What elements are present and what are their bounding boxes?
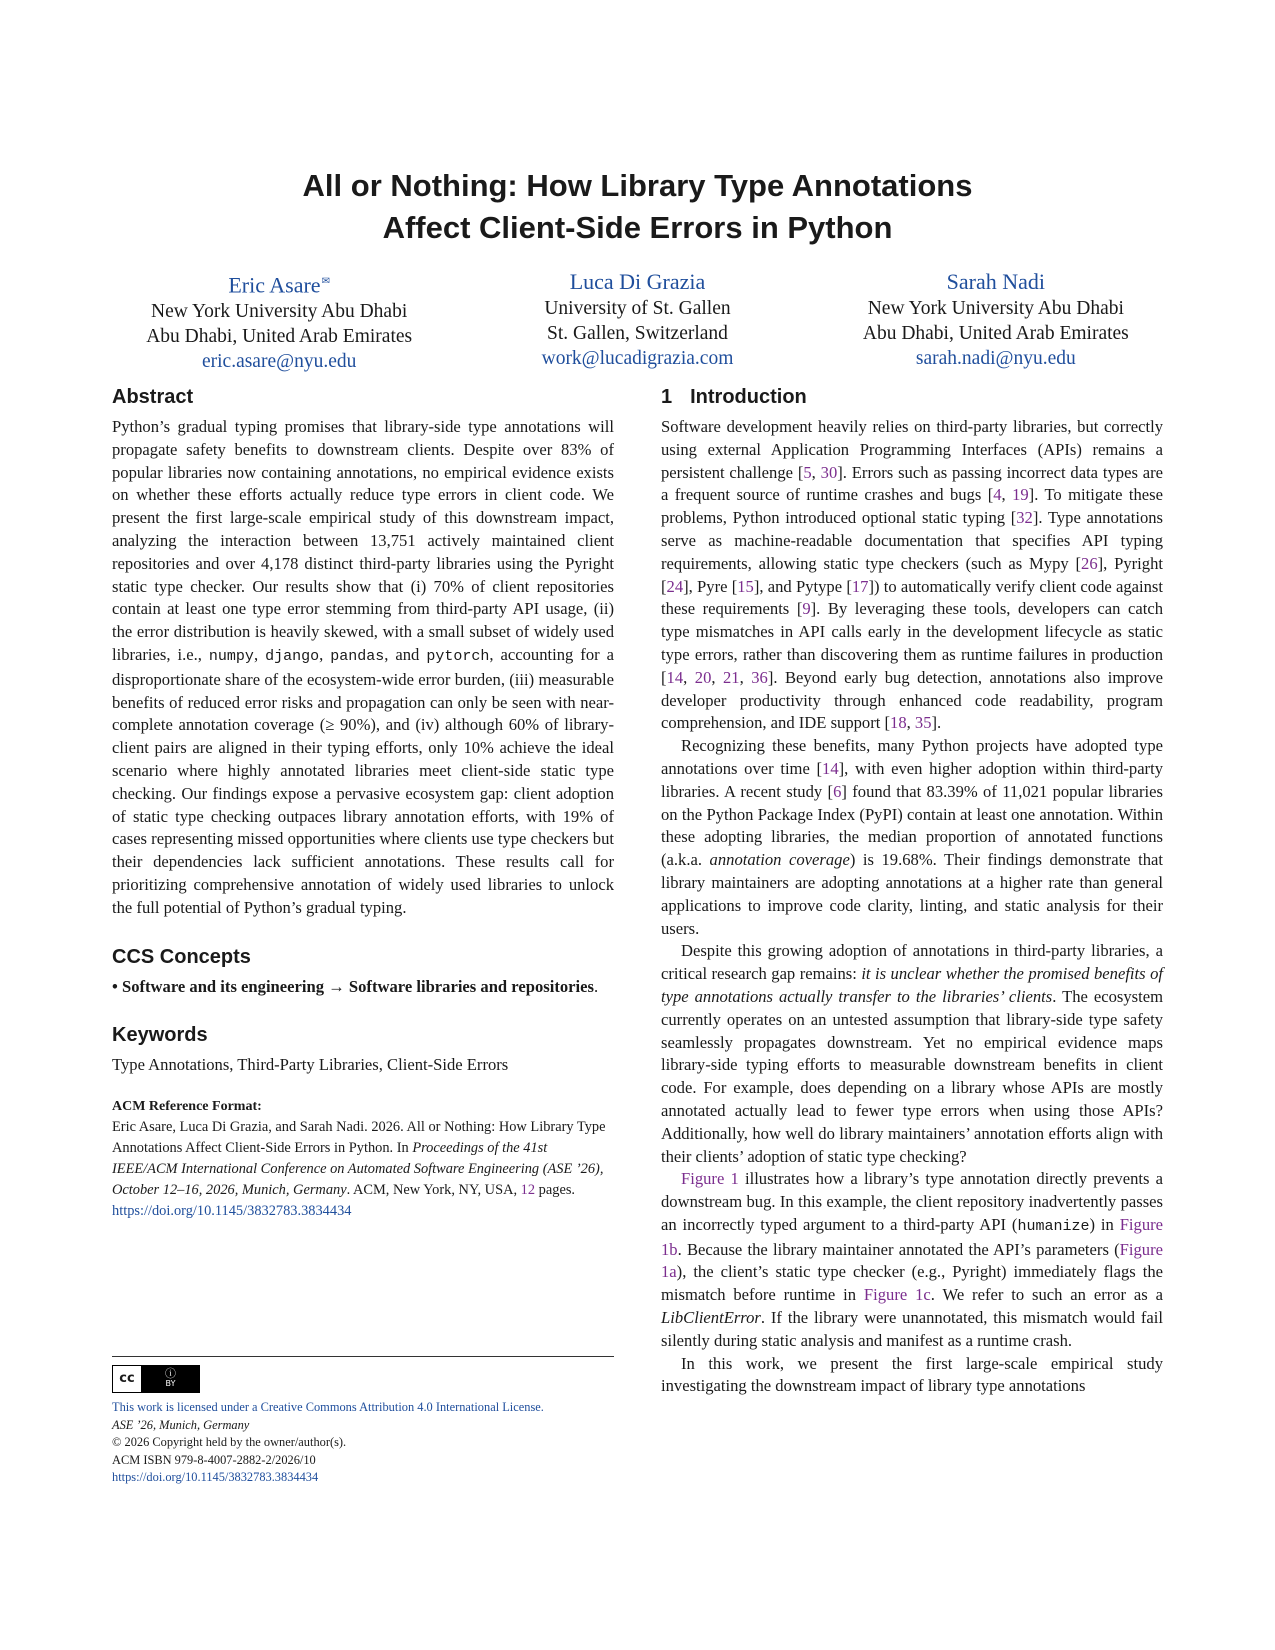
intro-paragraph-3: Despite this growing adoption of annotations in third-party libraries, a critical research gap remains: it is unclear whether the promised benefits of type annotations actually transfer to the libraries’ clients. The ecosystem currently operates on an untested assumption that library-side type safety seamlessly propagates downstream. Yet no empirical evidence maps library-side typing efforts to measurable downstream benefits in client code. For example, does depending on a library whose APIs are mostly annotated actually lead to fewer type errors when using those APIs? Additionally, how well do library maintainers’ annotation efforts align with their clients’ adoption of static type checking? <box>661 941 1163 1166</box>
author-3 <box>817 268 1175 374</box>
keywords-heading: Keywords <box>112 1024 208 1047</box>
footer-doi-link[interactable]: https://doi.org/10.1145/3832783.3834434 <box>112 1470 319 1484</box>
author-email[interactable]: work@lucadigrazia.com <box>541 348 734 369</box>
figure-link[interactable]: Figure 1a <box>661 1239 1163 1282</box>
by-icon: ⓘ BY <box>142 1366 199 1392</box>
author-email[interactable]: sarah.nadi@nyu.edu <box>915 348 1076 369</box>
ccs-concepts: • Software and its engineering → Software libraries and repositories. <box>112 976 599 996</box>
title-line-2: Affect Client-Side Errors in Python <box>382 210 893 245</box>
footer-isbn: ACM ISBN 979-8-4007-2882-2/2026/10 <box>112 1452 316 1467</box>
author-2 <box>458 268 816 374</box>
section-heading: 1 Introduction <box>661 386 807 408</box>
intro-paragraph-5: In this work, we present the first large-scale empirical study investigating the downstream impact of library type annotations <box>661 1353 1163 1396</box>
intro-paragraph-4: Figure 1 illustrates how a library’s type annotation directly prevents a downstream bug. In this example, the client repository inadvertently passes an incorrectly typed argument to a third-party API (humanize) in Figure 1b. Because the library maintainer annotated the API’s parameters (Figure 1a), the client’s static type checker (e.g., Pyright) immediately flags the mismatch before runtime in Figure 1c. We refer to such an error as a LibClientError. If the library were unannotated, this mismatch would fail silently during static analysis and manifest as a runtime crash. <box>661 1169 1164 1350</box>
keywords-text: Type Annotations, Third-Party Libraries, Client-Side Errors <box>112 1055 509 1075</box>
author-email[interactable]: eric.asare@nyu.edu <box>201 351 357 373</box>
ccs-heading: CCS Concepts <box>112 945 251 968</box>
author-1 <box>100 268 458 374</box>
author-name[interactable]: Sarah Nadi <box>946 269 1045 294</box>
paper-title <box>0 165 1275 249</box>
doi-link[interactable]: https://doi.org/10.1145/3832783.3834434 <box>112 1203 352 1220</box>
author-affiliation: New York University Abu Dhabi <box>867 298 1124 319</box>
footer-venue: ASE ’26, Munich, Germany <box>112 1417 250 1432</box>
figure-link[interactable]: Figure 1c <box>863 1285 931 1305</box>
author-location: Abu Dhabi, United Arab Emirates <box>862 323 1129 344</box>
intro-paragraph-2: Recognizing these benefits, many Python projects have adopted type annotations over time [14], with even higher adoption within third-party libraries. A recent study [6] found that 83.39% of 11,021 popular libraries on the Python Package Index (PyPI) contain at least one annotation. Within these adopting libraries, the median proportion of annotated functions (a.k.a. annotation coverage) is 19.68%. Their findings demonstrate that library maintainers are adopting annotations at a higher rate than general applications to improve code clarity, linting, and static analysis for their users. <box>661 736 1163 938</box>
acm-reference: Eric Asare, Luca Di Grazia, and Sarah Nadi. 2026. All or Nothing: How Library Type Annotations Affect Client-Side Errors in Python. In Proceedings of the 41st IEEE/ACM International Conference on Automated Software Engineering (ASE ’26), October 12–16, 2026, Munich, Germany. ACM, New York, NY, USA, 12 pages. https://doi.org/10.1145/3832783.3834434 <box>112 1119 606 1220</box>
acm-reference-heading: ACM Reference Format: <box>112 1099 262 1115</box>
author-location: St. Gallen, Switzerland <box>547 323 728 344</box>
author-name[interactable]: Eric Asare <box>228 272 321 298</box>
footer-copyright: © 2026 Copyright held by the owner/author(s). <box>112 1435 347 1449</box>
cc-icon: cc <box>113 1366 142 1392</box>
title-line-1: All or Nothing: How Library Type Annotations <box>302 168 973 203</box>
author-location: Abu Dhabi, United Arab Emirates <box>146 326 413 348</box>
figure-link[interactable]: Figure 1b <box>661 1214 1164 1259</box>
cc-by-badge-icon[interactable] <box>112 1365 200 1393</box>
author-affiliation: New York University Abu Dhabi <box>151 301 408 323</box>
left-column <box>112 384 614 1222</box>
right-column <box>661 384 1163 1398</box>
intro-paragraph-1: Software development heavily relies on third-party libraries, but correctly using external Application Programming Interfaces (APIs) remains a persistent challenge [5, 30]. Errors such as passing incorrect data types are a frequent source of runtime crashes and bugs [4, 19]. To mitigate these problems, Python introduced optional static typing [32]. Type annotations serve as machine-readable documentation that specifies API typing requirements, allowing static type checkers (such as Mypy [26], Pyright [24], Pyre [15], and Pytype [17]) to automatically verify client code against these requirements [9]. By leveraging these tools, developers can catch type mismatches in API calls early in the development lifecycle as static type errors, rather than discovering them as runtime failures in production [14, 20, 21, 36]. Beyond early bug detection, annotations also improve developer productivity through enhanced code readability, program comprehension, and IDE support [18, 35]. <box>661 417 1164 733</box>
page-count-link[interactable]: 12 <box>520 1182 536 1199</box>
license-link[interactable]: This work is licensed under a Creative Commons Attribution 4.0 International License. <box>112 1400 544 1414</box>
footer-notice <box>112 1356 614 1487</box>
author-block <box>100 268 1175 374</box>
abstract-heading: Abstract <box>112 386 194 408</box>
envelope-icon: ✉ <box>321 276 330 287</box>
abstract-text: Python’s gradual typing promises that library-side type annotations will propagate safety benefits to downstream clients. Despite over 83% of popular libraries now containing annotations, no empirical evidence exists on whether these efforts actually reduce type errors in client code. We present the first large-scale empirical study of this downstream impact, analyzing the interaction between 13,751 actively maintained client repositories and over 4,178 distinct third-party libraries using the Pyright static type checker. Our results show that (i) 70% of client repositories contain at least one type error stemming from third-party API usage, (ii) the error distribution is heavily skewed, with a small subset of widely used libraries, i.e., numpy, django, pandas, and pytorch, accounting for a disproportionate share of the ecosystem-wide error burden, (iii) measurable benefits of reduced error risks and propagation can only be seen with near-complete annotation coverage (≥ 90%), and (iv) although 60% of library-client pairs are aligned in their typing efforts, only 10% achieve the ideal scenario where highly annotated libraries meet client-side static type checking. Our findings expose a pervasive ecosystem gap: client adoption of static type checking outpaces library annotation efforts, with 19% of cases representing missed opportunities where clients use type checkers but their dependencies lack sufficient annotations. These results call for prioritizing comprehensive annotation of widely used libraries to unlock the full potential of Python’s gradual typing. <box>112 417 614 917</box>
author-name[interactable]: Luca Di Grazia <box>569 269 706 294</box>
author-affiliation: University of St. Gallen <box>544 298 731 319</box>
figure-link[interactable]: Figure 1 <box>681 1169 739 1189</box>
